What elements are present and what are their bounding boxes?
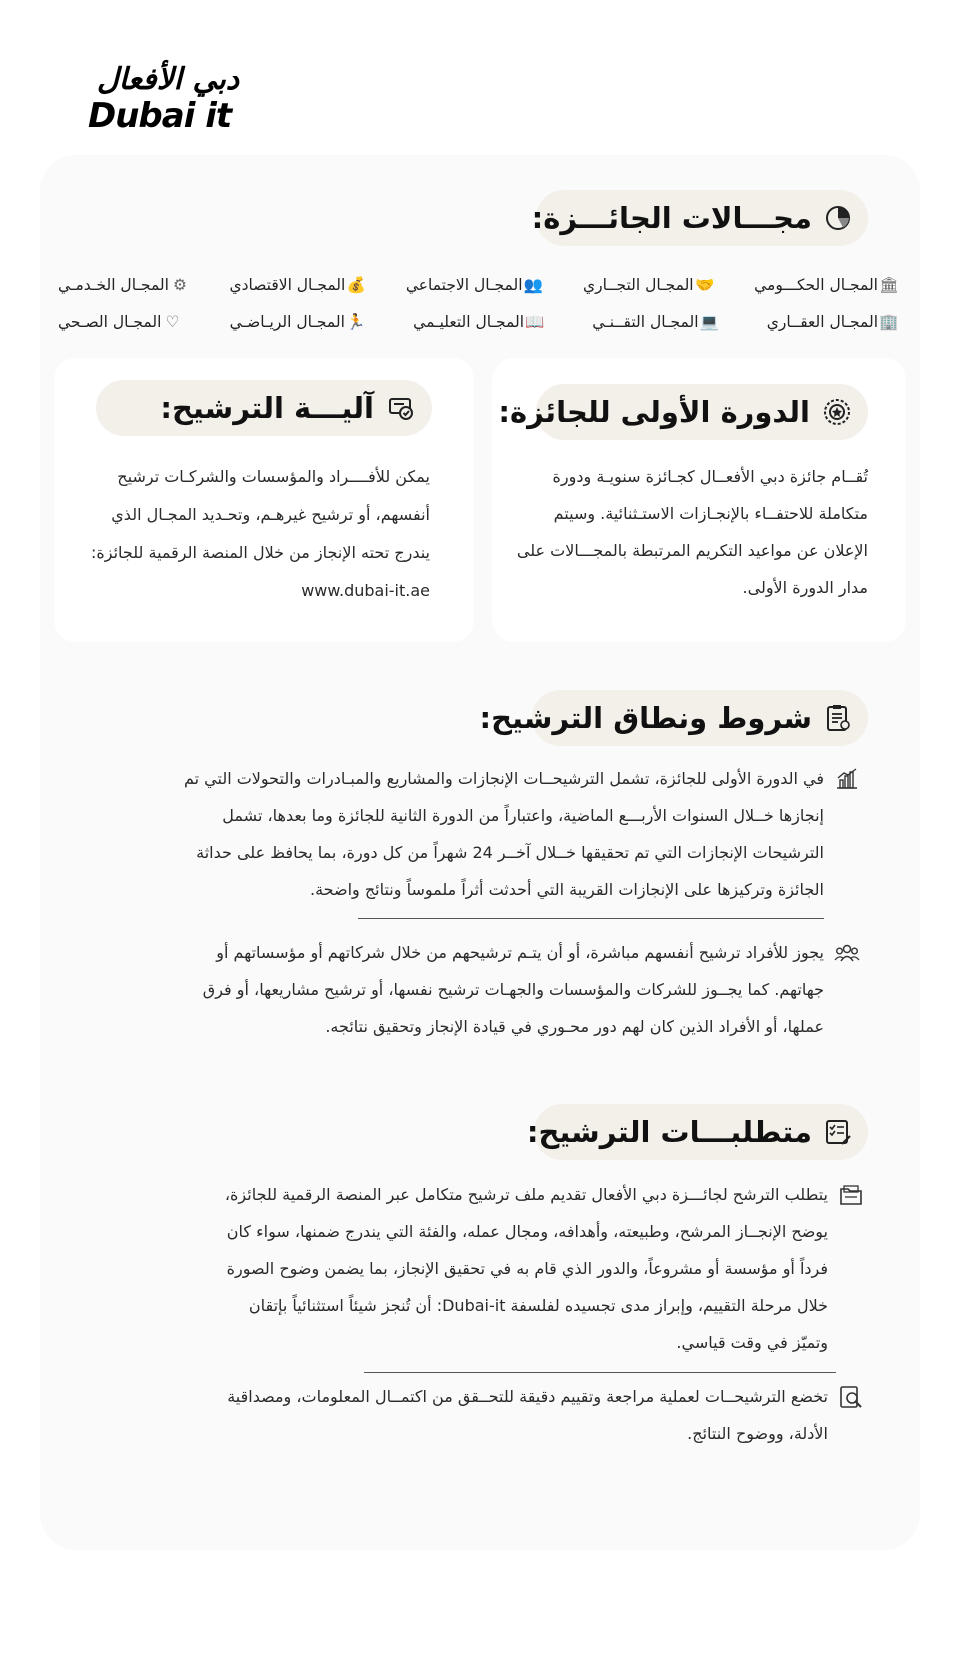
checklist-icon: [824, 1117, 852, 1147]
section-title-first-round: الدورة الأولى للجائزة:: [498, 395, 810, 429]
folder-icon: [838, 1182, 864, 1208]
chip-icon: 💻: [699, 313, 720, 331]
tower-icon: 🏢: [879, 313, 899, 331]
field-label: المجـال الصـحي: [58, 313, 162, 331]
field-item: [413, 313, 545, 331]
fields-row-1: [58, 272, 899, 298]
mechanism-text: [62, 458, 430, 610]
growth-chart-icon: [834, 766, 860, 792]
field-label: المجـال العقــاري: [766, 313, 878, 331]
field-label: المجـال الخـدمـي: [58, 276, 169, 294]
text-line: وتميّز في وقت قياسي.: [676, 1333, 828, 1352]
section-title-fields: مجـــالات الجائـــزة:: [531, 201, 812, 235]
field-label: المجـال التقــنـي: [592, 313, 699, 331]
text-line: يجوز للأفراد ترشيح أنفسهم مباشرة، أو أن يتـم ترشيحهم من خلال شركاتهم أو مؤسساتهم أو: [216, 943, 824, 962]
nomination-icon: [386, 393, 416, 423]
fields-row-2: [58, 309, 899, 335]
text-line: إنجازها خــلال السنوات الأربـــع الماضية، واعتباراً من الدورة الثانية للجائزة وما بعدها، تشمل: [222, 806, 824, 825]
section-header-requirements: [526, 1104, 868, 1160]
text-line: عملها، أو الأفراد الذين كان لهم دور محـوري في قيادة الإنجاز وتحقيق نتائجه.: [325, 1017, 824, 1036]
handshake-icon: 🤝: [694, 276, 715, 294]
text-line: مدار الدورة الأولى.: [742, 578, 868, 597]
text-line: خلال مرحلة التقييم، وإبراز مدى تجسيده لفلسفة Dubai-it: أن تُنجز شيئاً استثنائياً بإتقان: [248, 1296, 828, 1315]
logo-arabic: دبي الأفعال: [96, 62, 240, 97]
field-item: [229, 313, 366, 331]
runner-icon: 🏃: [346, 313, 366, 331]
field-item: [754, 276, 899, 294]
condition-text: [203, 934, 824, 1045]
pie-chart-icon: [824, 203, 852, 233]
field-item: [229, 276, 366, 294]
field-label: المجـال التجــاري: [583, 276, 694, 294]
text-line: فرداً أو مؤسسة أو مشروعاً، والدور الذي قام به في تحقيق الإنجاز، بما يضمن وضوح الصورة: [226, 1259, 828, 1278]
section-header-conditions: [479, 690, 868, 746]
field-label: المجـال الحكـــومي: [754, 276, 878, 294]
condition-text: [184, 760, 824, 908]
section-header-first-round: [498, 384, 868, 440]
text-line: يوضح الإنجــاز المرشح، وطبيعته، وأهدافه، ومجال عمله، والفئة التي يندرج ضمنها، سواء كان: [226, 1222, 828, 1241]
book-icon: 📖: [525, 313, 545, 331]
divider: [358, 918, 824, 919]
text-line: الأدلة، ووضوح النتائج.: [687, 1424, 828, 1443]
text-line: يتطلب الترشح لجائـــزة دبي الأفعال تقديم ملف ترشيح متكامل عبر المنصة الرقمية للجائزة،: [224, 1185, 828, 1204]
text-line: جهاتهم. كما يجــوز للشركات والمؤسسات والجهـات ترشيح نفسها، أو ترشيح مشاريعها، أو فرق: [202, 980, 824, 999]
text-line: الإعلان عن مواعيد التكريم المرتبطة بالمجـــالات على: [516, 541, 868, 560]
first-round-text: [480, 458, 868, 606]
logo: [88, 62, 248, 134]
clipboard-icon: [824, 703, 852, 733]
text-line: متكاملة للاحتفــاء بالإنجـازات الاستـثنائية. وسيتم: [553, 504, 868, 523]
heart-icon: ♡: [165, 313, 180, 331]
coins-icon: 💰: [346, 276, 366, 294]
service-icon: ⚙: [173, 276, 187, 294]
divider: [364, 1372, 836, 1373]
text-line: يندرج تحته الإنجاز من خلال المنصة الرقمية للجائزة:: [90, 543, 430, 562]
field-item: [592, 313, 720, 331]
section-header-mechanism: [96, 380, 432, 436]
requirement-item: [126, 1176, 864, 1361]
field-item: [583, 276, 715, 294]
field-label: المجـال التعليـمي: [413, 313, 525, 331]
section-title-mechanism: آليـــة الترشيح:: [160, 391, 374, 425]
people-icon: 👥: [523, 276, 544, 294]
building-icon: 🏛: [879, 276, 899, 294]
condition-item: [110, 760, 860, 908]
award-medal-icon: [822, 397, 852, 427]
field-item: [405, 276, 544, 294]
logo-english: Dubai it: [88, 96, 232, 136]
section-header-fields: [531, 190, 868, 246]
condition-item: [110, 934, 860, 1045]
text-line: يمكن للأفــــراد والمؤسسات والشركـات ترشيح: [117, 467, 430, 486]
text-line: الترشيحات الإنجازات التي تم تحقيقها خــلال آخــر 24 شهراً من كل دورة، بما يحافظ على حداثة: [196, 843, 824, 862]
text-line: تُقــام جائزة دبي الأفعــال كجـائزة سنويـة ودورة: [552, 467, 868, 486]
requirement-text: [225, 1176, 828, 1361]
text-line: الجائزة وتركيزها على الإنجازات القريبة التي أحدثت أثراً ملموساً ونتائج واضحة.: [309, 880, 824, 899]
group-icon: [834, 940, 860, 966]
text-line: تخضع الترشيحــات لعملية مراجعة وتقييم دقيقة للتحــقق من اكتمــال المعلومات، ومصداقية: [227, 1387, 828, 1406]
field-item: [58, 276, 187, 294]
field-label: المجـال الاقتصادي: [229, 276, 346, 294]
field-label: المجـال الاجتماعي: [405, 276, 523, 294]
magnifier-doc-icon: [838, 1384, 864, 1410]
section-title-conditions: شروط ونطاق الترشيح:: [479, 701, 812, 735]
section-title-requirements: متطلبـــات الترشيح:: [526, 1115, 812, 1149]
field-label: المجـال الريـاضـي: [229, 313, 345, 331]
text-line: أنفسهم، أو ترشيح غيرهـم، وتحـديد المجـال الذي: [111, 505, 430, 524]
field-item: [58, 313, 179, 331]
requirement-text: [227, 1378, 828, 1452]
website-url: www.dubai-it.ae: [301, 581, 430, 600]
field-item: [766, 313, 899, 331]
requirement-item: [126, 1378, 864, 1452]
text-line: في الدورة الأولى للجائزة، تشمل الترشيحــات الإنجازات والمشاريع والمبـادرات والتحولات التي تم: [183, 769, 824, 788]
